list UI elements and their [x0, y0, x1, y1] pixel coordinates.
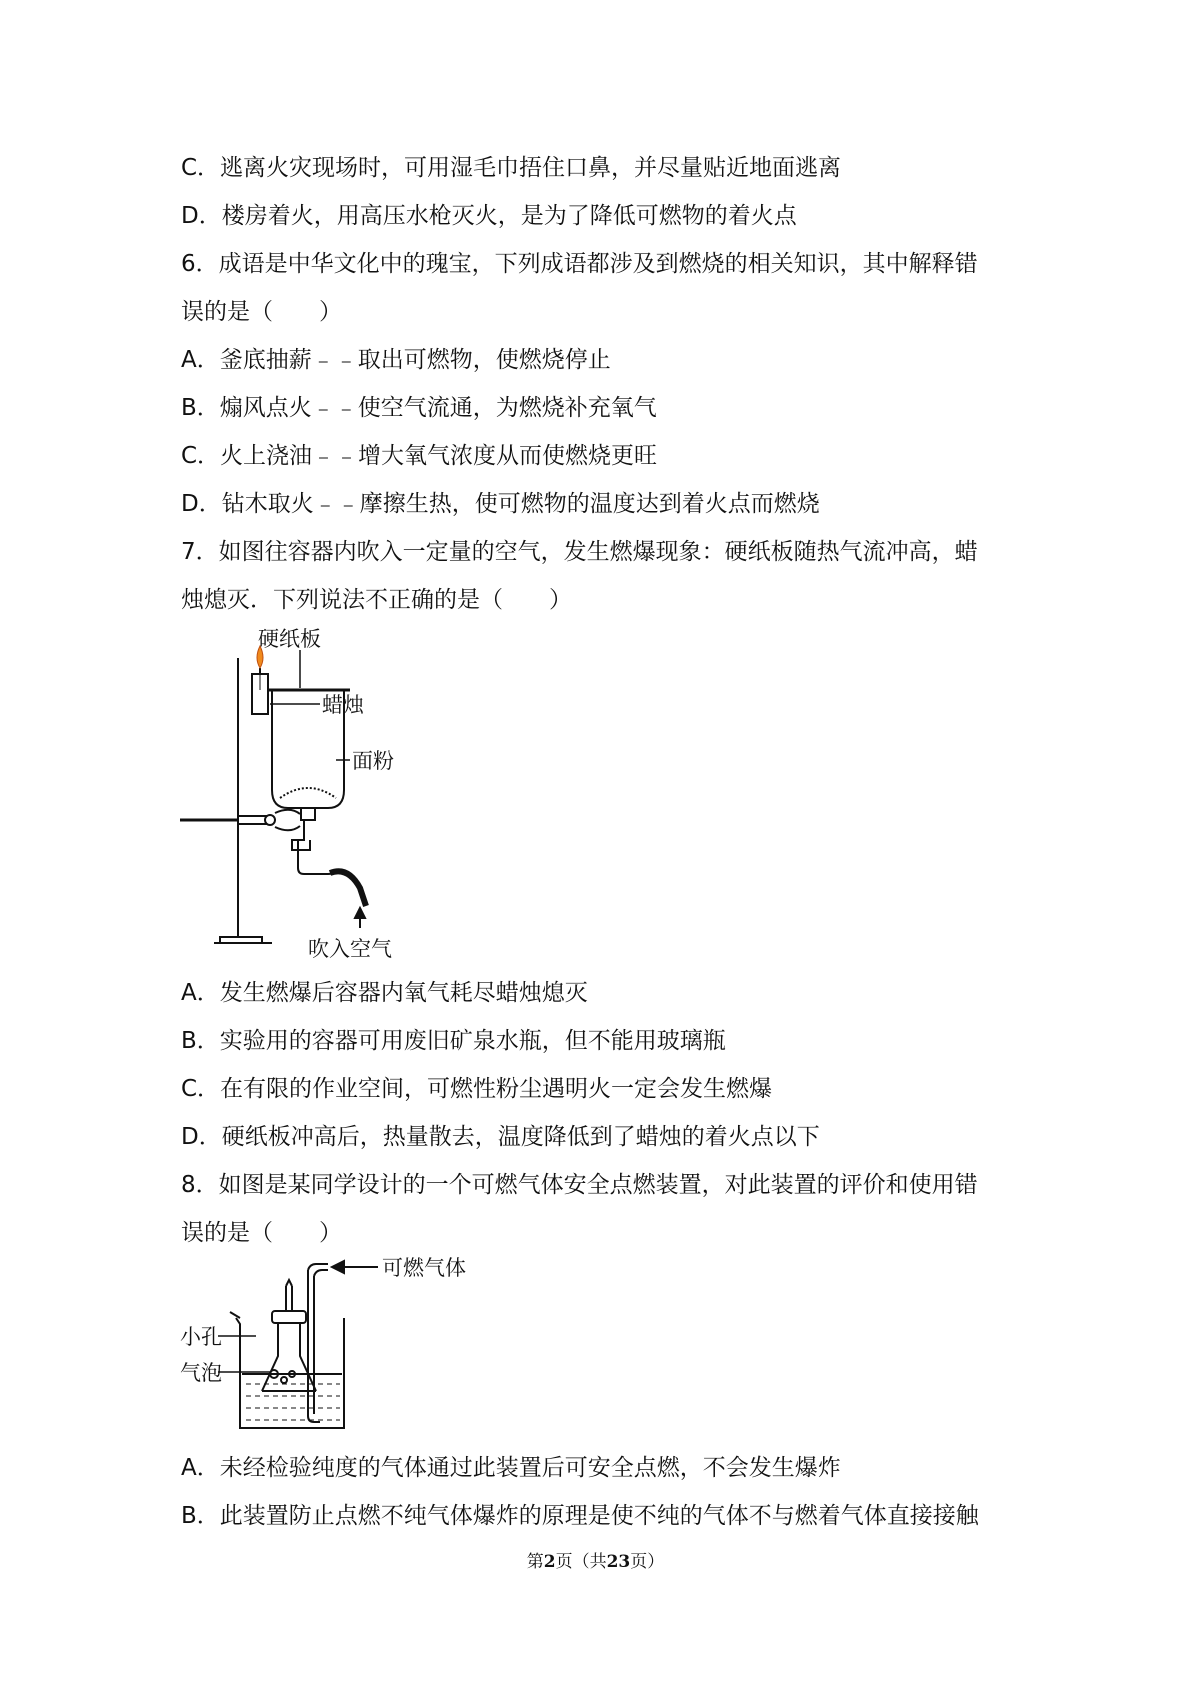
- option-6a: A．釜底抽薪﹣﹣取出可燃物，使燃烧停止: [181, 347, 611, 373]
- option-7d: D．硬纸板冲高后，热量散去，温度降低到了蜡烛的着火点以下: [181, 1124, 820, 1150]
- label-candle: 蜡烛: [322, 693, 364, 717]
- option-5c: C．逃离火灾现场时，可用湿毛巾捂住口鼻，并尽量贴近地面逃离: [181, 155, 842, 181]
- option-8a: A．未经检验纯度的气体通过此装置后可安全点燃，不会发生爆炸: [181, 1455, 841, 1481]
- label-hole: 小孔: [180, 1325, 222, 1349]
- label-flour: 面粉: [352, 749, 394, 773]
- figure-safe-ignition: [180, 1256, 480, 1431]
- option-8b: B．此装置防止点燃不纯气体爆炸的原理是使不纯的气体不与燃着气体直接接触: [181, 1503, 979, 1529]
- footer-page-number: 2: [543, 1552, 556, 1572]
- page-footer: [0, 1547, 1191, 1572]
- footer-total-pages: 23: [606, 1552, 631, 1572]
- footer-suffix: 页）: [630, 1552, 665, 1572]
- stopper: [272, 1311, 306, 1323]
- option-5d: D．楼房着火，用高压水枪灭火，是为了降低可燃物的着火点: [181, 203, 797, 229]
- question-8-stem: 8．如图是某同学设计的一个可燃气体安全点燃装置，对此装置的评价和使用错: [181, 1172, 978, 1198]
- label-cardboard: 硬纸板: [258, 627, 321, 651]
- label-blow-air: 吹入空气: [308, 937, 392, 961]
- label-bubble: 气泡: [180, 1361, 222, 1385]
- question-7-stem-cont: 烛熄灭．下列说法不正确的是（ ）: [181, 587, 572, 613]
- footer-middle: 页（共: [555, 1552, 607, 1572]
- option-6d: D．钻木取火﹣﹣摩擦生热，使可燃物的温度达到着火点而燃烧: [181, 491, 820, 517]
- question-8-stem-cont: 误的是（ ）: [181, 1220, 342, 1246]
- question-7-stem: 7．如图往容器内吹入一定量的空气，发生燃爆现象：硬纸板随热气流冲高，蜡: [181, 539, 978, 565]
- footer-prefix: 第: [526, 1552, 544, 1572]
- option-7c: C．在有限的作业空间，可燃性粉尘遇明火一定会发生燃爆: [181, 1076, 773, 1102]
- label-gas: 可燃气体: [382, 1256, 466, 1280]
- question-6-stem: 6．成语是中华文化中的瑰宝，下列成语都涉及到燃烧的相关知识，其中解释错: [181, 251, 978, 277]
- option-7b: B．实验用的容器可用废旧矿泉水瓶，但不能用玻璃瓶: [181, 1028, 726, 1054]
- option-6b: B．煽风点火﹣﹣使空气流通，为燃烧补充氧气: [181, 395, 657, 421]
- flour: [280, 788, 336, 798]
- question-6-stem-cont: 误的是（ ）: [181, 299, 342, 325]
- figure-dust-explosion: [180, 627, 440, 961]
- option-6c: C．火上浇油﹣﹣增大氧气浓度从而使燃烧更旺: [181, 443, 658, 469]
- option-7a: A．发生燃爆后容器内氧气耗尽蜡烛熄灭: [181, 980, 588, 1006]
